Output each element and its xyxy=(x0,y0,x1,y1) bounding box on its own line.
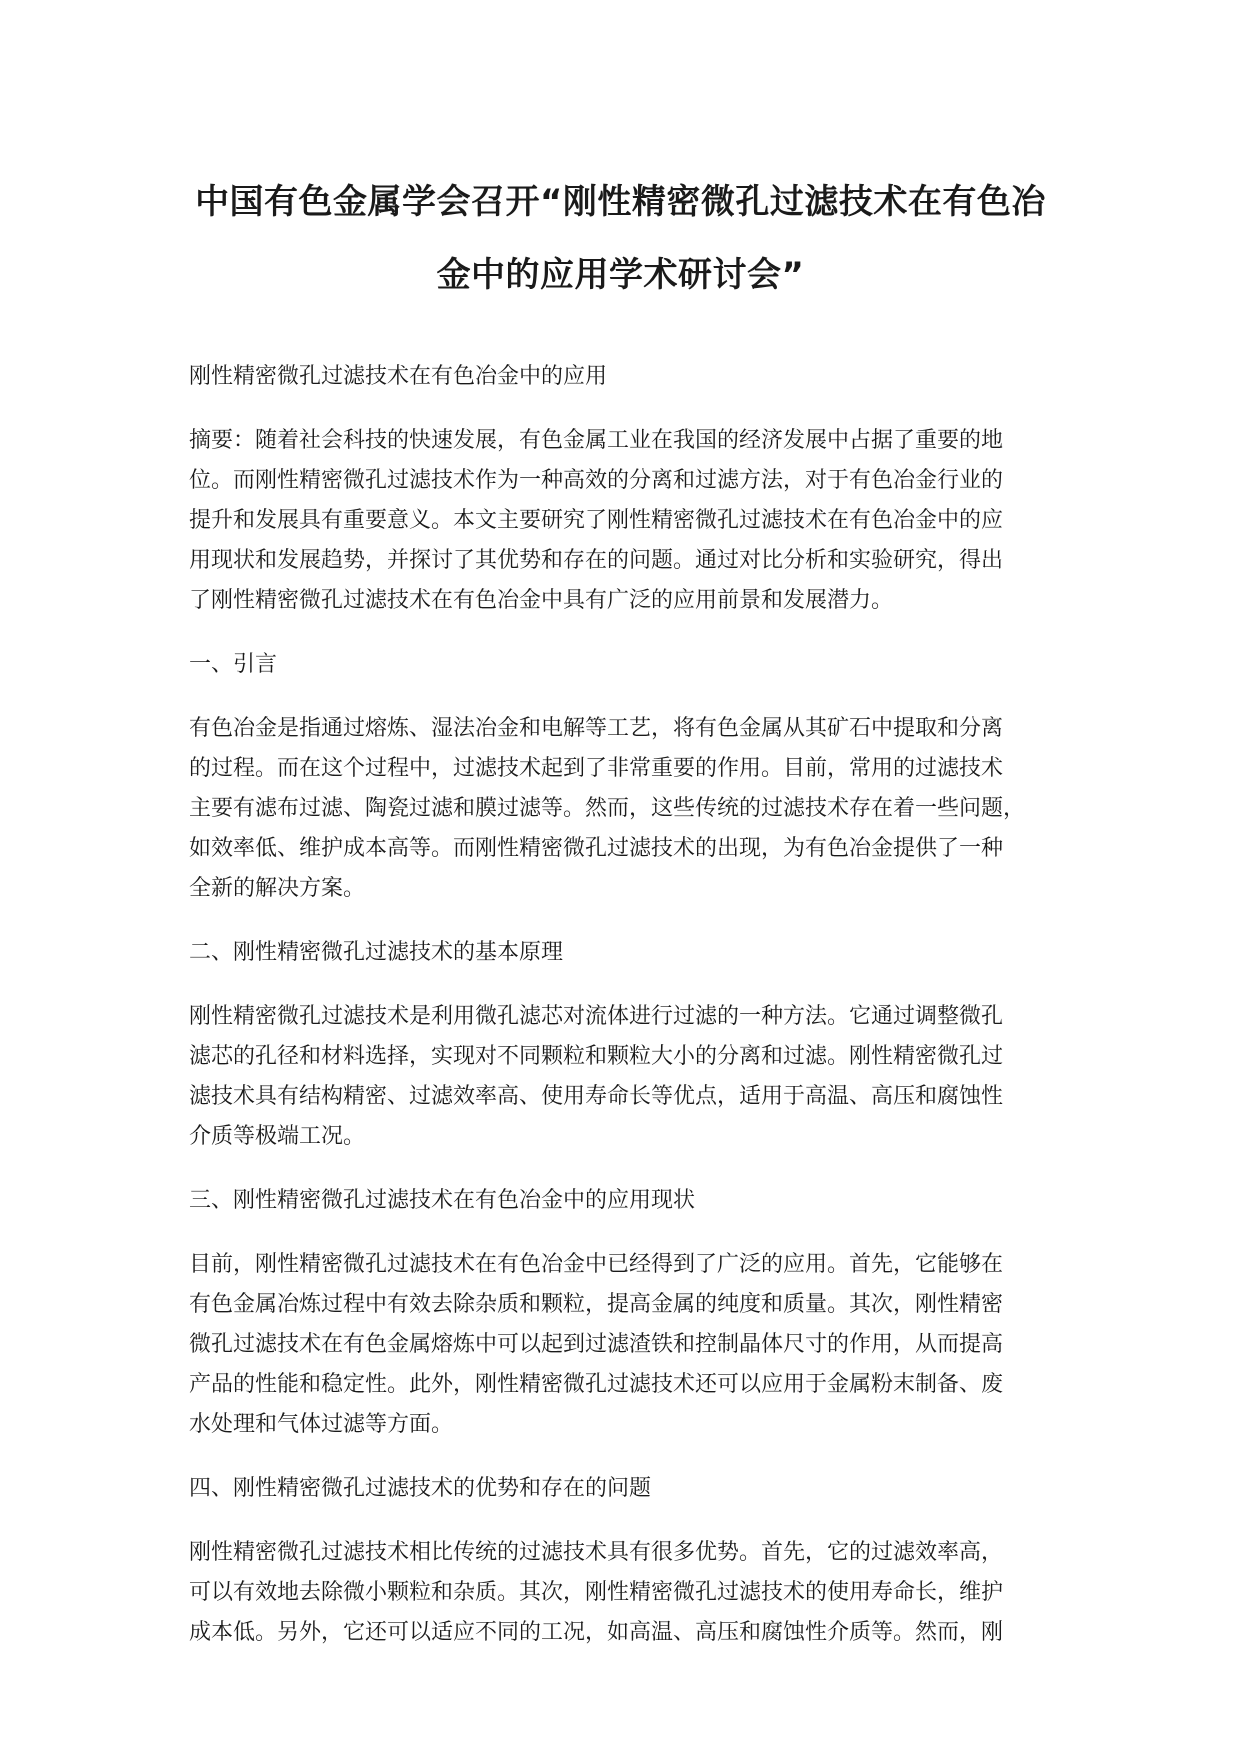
section-paragraph-intro xyxy=(189,709,1069,909)
abstract-line: 了刚性精密微孔过滤技术在有色冶金中具有广泛的应用前景和发展潜力。 xyxy=(189,588,894,613)
section-heading-advantages: 四、刚性精密微孔过滤技术的优势和存在的问题 xyxy=(189,1476,652,1501)
section-paragraph-advantages xyxy=(189,1533,1069,1653)
paragraph-line: 滤技术具有结构精密、过滤效率高、使用寿命长等优点，适用于高温、高压和腐蚀性 xyxy=(189,1084,1004,1109)
document-subtitle: 刚性精密微孔过滤技术在有色冶金中的应用 xyxy=(189,364,608,389)
section-paragraph-application xyxy=(189,1245,1069,1445)
paragraph-line: 有色金属冶炼过程中有效去除杂质和颗粒，提高金属的纯度和质量。其次，刚性精密 xyxy=(189,1292,1004,1317)
section-heading-application: 三、刚性精密微孔过滤技术在有色冶金中的应用现状 xyxy=(189,1188,696,1213)
section-paragraph-principle xyxy=(189,997,1069,1157)
document-body xyxy=(189,357,1069,1653)
paragraph-line: 有色冶金是指通过熔炼、湿法冶金和电解等工艺，将有色金属从其矿石中提取和分离 xyxy=(189,716,1004,741)
abstract-line: 位。而刚性精密微孔过滤技术作为一种高效的分离和过滤方法，对于有色冶金行业的 xyxy=(189,468,1004,493)
paragraph-line: 刚性精密微孔过滤技术是利用微孔滤芯对流体进行过滤的一种方法。它通过调整微孔 xyxy=(189,1004,1004,1029)
abstract-line: 提升和发展具有重要意义。本文主要研究了刚性精密微孔过滤技术在有色冶金中的应 xyxy=(189,508,1004,533)
section-heading-intro: 一、引言 xyxy=(189,652,278,677)
paragraph-line: 刚性精密微孔过滤技术相比传统的过滤技术具有很多优势。首先，它的过滤效率高， xyxy=(189,1540,1004,1565)
paragraph-line: 可以有效地去除微小颗粒和杂质。其次，刚性精密微孔过滤技术的使用寿命长，维护 xyxy=(189,1580,1004,1605)
paragraph-line: 主要有滤布过滤、陶瓷过滤和膜过滤等。然而，这些传统的过滤技术存在着一些问题， xyxy=(189,796,1026,821)
paragraph-line: 目前，刚性精密微孔过滤技术在有色冶金中已经得到了广泛的应用。首先，它能够在 xyxy=(189,1252,1004,1277)
document-title-line-2: 金中的应用学术研讨会” xyxy=(436,255,805,295)
paragraph-line: 全新的解决方案。 xyxy=(189,876,366,901)
paragraph-line: 微孔过滤技术在有色金属熔炼中可以起到过滤渣铁和控制晶体尺寸的作用，从而提高 xyxy=(189,1332,1004,1357)
paragraph-line: 介质等极端工况。 xyxy=(189,1124,366,1149)
paragraph-line: 滤芯的孔径和材料选择，实现对不同颗粒和颗粒大小的分离和过滤。刚性精密微孔过 xyxy=(189,1044,1004,1069)
abstract-line: 摘要：随着社会科技的快速发展，有色金属工业在我国的经济发展中占据了重要的地 xyxy=(189,428,1004,453)
paragraph-line: 产品的性能和稳定性。此外，刚性精密微孔过滤技术还可以应用于金属粉末制备、废 xyxy=(189,1372,1004,1397)
paragraph-line: 成本低。另外，它还可以适应不同的工况，如高温、高压和腐蚀性介质等。然而，刚 xyxy=(189,1620,1004,1645)
paragraph-line: 水处理和气体过滤等方面。 xyxy=(189,1412,454,1437)
section-heading-principle: 二、刚性精密微孔过滤技术的基本原理 xyxy=(189,940,564,965)
abstract-paragraph xyxy=(189,421,1069,621)
document-title-line-1: 中国有色金属学会召开“刚性精密微孔过滤技术在有色冶 xyxy=(195,182,1046,222)
paragraph-line: 的过程。而在这个过程中，过滤技术起到了非常重要的作用。目前，常用的过滤技术 xyxy=(189,756,1004,781)
abstract-line: 用现状和发展趋势，并探讨了其优势和存在的问题。通过对比分析和实验研究，得出 xyxy=(189,548,1004,573)
paragraph-line: 如效率低、维护成本高等。而刚性精密微孔过滤技术的出现，为有色冶金提供了一种 xyxy=(189,836,1004,861)
